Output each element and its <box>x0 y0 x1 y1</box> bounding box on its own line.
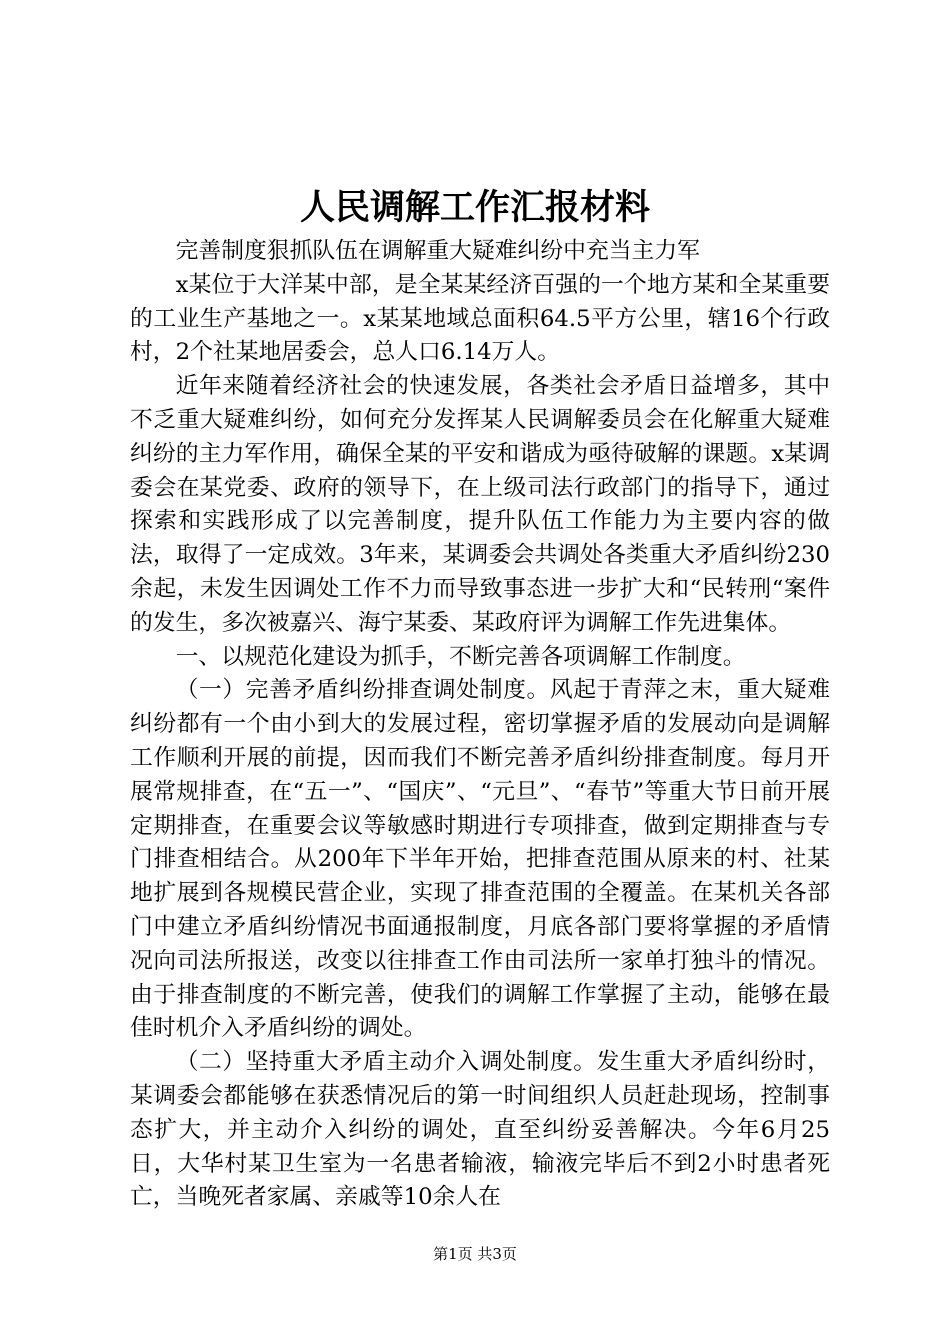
body-paragraph: 近年来随着经济社会的快速发展，各类社会矛盾日益增多，其中不乏重大疑难纠纷，如何充分发挥某人民调解委员会在化解重大疑难纠纷的主力军作用，确保全某的平安和谐成为亟待破解的课题。x某调委会在某党委、政府的领导下，在上级司法行政部门的指导下，通过探索和实践形成了以完善制度，提升队伍工作能力为主要内容的做法，取得了一定成效。3年来，某调委会共调处各类重大矛盾纠纷230余起，未发生因调处工作不力而导致事态进一步扩大和“民转刑“案件的发生，多次被嘉兴、海宁某委、某政府评为调解工作先进集体。 <box>130 373 830 636</box>
subtitle-paragraph: 完善制度狠抓队伍在调解重大疑难纠纷中充当主力军 <box>175 238 700 264</box>
body-paragraph: x某位于大洋某中部，是全某某经济百强的一个地方某和全某重要的工业生产基地之一。x某某地域总面积64.5平方公里，辖16个行政村，2个社某地居委会，总人口6.14万人。 <box>130 271 830 366</box>
document-title: 人民调解工作汇报材料 <box>299 187 650 228</box>
page-footer: 第1页 共3页 <box>433 1245 517 1263</box>
body-paragraph: （二）坚持重大矛盾主动介入调处制度。发生重大矛盾纠纷时，某调委会都能够在获悉情况后的第一时间组织人员赶赴现场，控制事态扩大，并主动介入纠纷的调处，直至纠纷妥善解决。今年6月25日，大华村某卫生室为一名患者输液，输液完毕后不到2小时患者死亡，当晚死者家属、亲戚等10余人在 <box>130 1049 830 1211</box>
document-body <box>130 235 830 1215</box>
body-paragraph: （一）完善矛盾纠纷排查调处制度。风起于青萍之末，重大疑难纠纷都有一个由小到大的发展过程，密切掌握矛盾的发展动向是调解工作顺利开展的前提，因而我们不断完善矛盾纠纷排查制度。每月开展常规排查，在“五一”、“国庆”、“元旦”、“春节”等重大节日前开展定期排查，在重要会议等敏感时期进行专项排查，做到定期排查与专门排查相结合。从200年下半年开始，把排查范围从原来的村、社某地扩展到各规模民营企业，实现了排查范围的全覆盖。在某机关各部门中建立矛盾纠纷情况书面通报制度，月底各部门要将掌握的矛盾情况向司法所报送，改变以往排查工作由司法所一家单打独斗的情况。由于排查制度的不断完善，使我们的调解工作掌握了主动，能够在最佳时机介入矛盾纠纷的调处。 <box>130 677 830 1042</box>
section-heading: 一、以规范化建设为抓手，不断完善各项调解工作制度。 <box>175 643 746 670</box>
